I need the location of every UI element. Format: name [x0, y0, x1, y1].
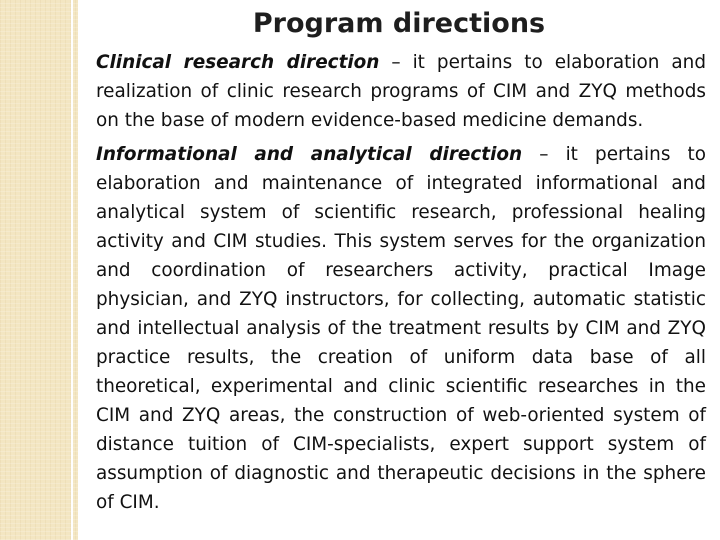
paragraph-informational-analytical — [96, 140, 706, 517]
decorative-side-strip — [0, 0, 78, 540]
content-body — [96, 48, 706, 517]
paragraph-lead-clinical-research: Clinical research direction — [96, 52, 380, 73]
side-divider-line — [71, 0, 73, 540]
paragraph-clinical-research — [96, 48, 706, 135]
paragraph-lead-informational-analytical: Informational and analytical direction — [96, 144, 523, 165]
page-title: Program directions — [252, 8, 546, 39]
paragraph-text-informational-analytical: – it pertains to elaboration and maintenance of integrated informational and analytical system of scientific research, professional healing activity and CIM studies. This system serves for the organization and coordination of researchers activity, practical Image physician, and ZYQ instructors, for collecting, automatic statistic and intellectual analysis of the treatment results by CIM and ZYQ practice results, the creation of uniform data base of all theoretical, experimental and clinic scientific researches in the CIM and ZYQ areas, the construction of web-oriented system of distance tuition of CIM-specialists, expert support system of assumption of diagnostic and therapeutic decisions in the sphere of CIM. — [96, 144, 706, 513]
paragraph-text-clinical-research: – it pertains to elaboration and realization of clinic research programs of CIM and ZYQ methods on the base of modern evidence-based medicine demands. — [96, 52, 706, 131]
